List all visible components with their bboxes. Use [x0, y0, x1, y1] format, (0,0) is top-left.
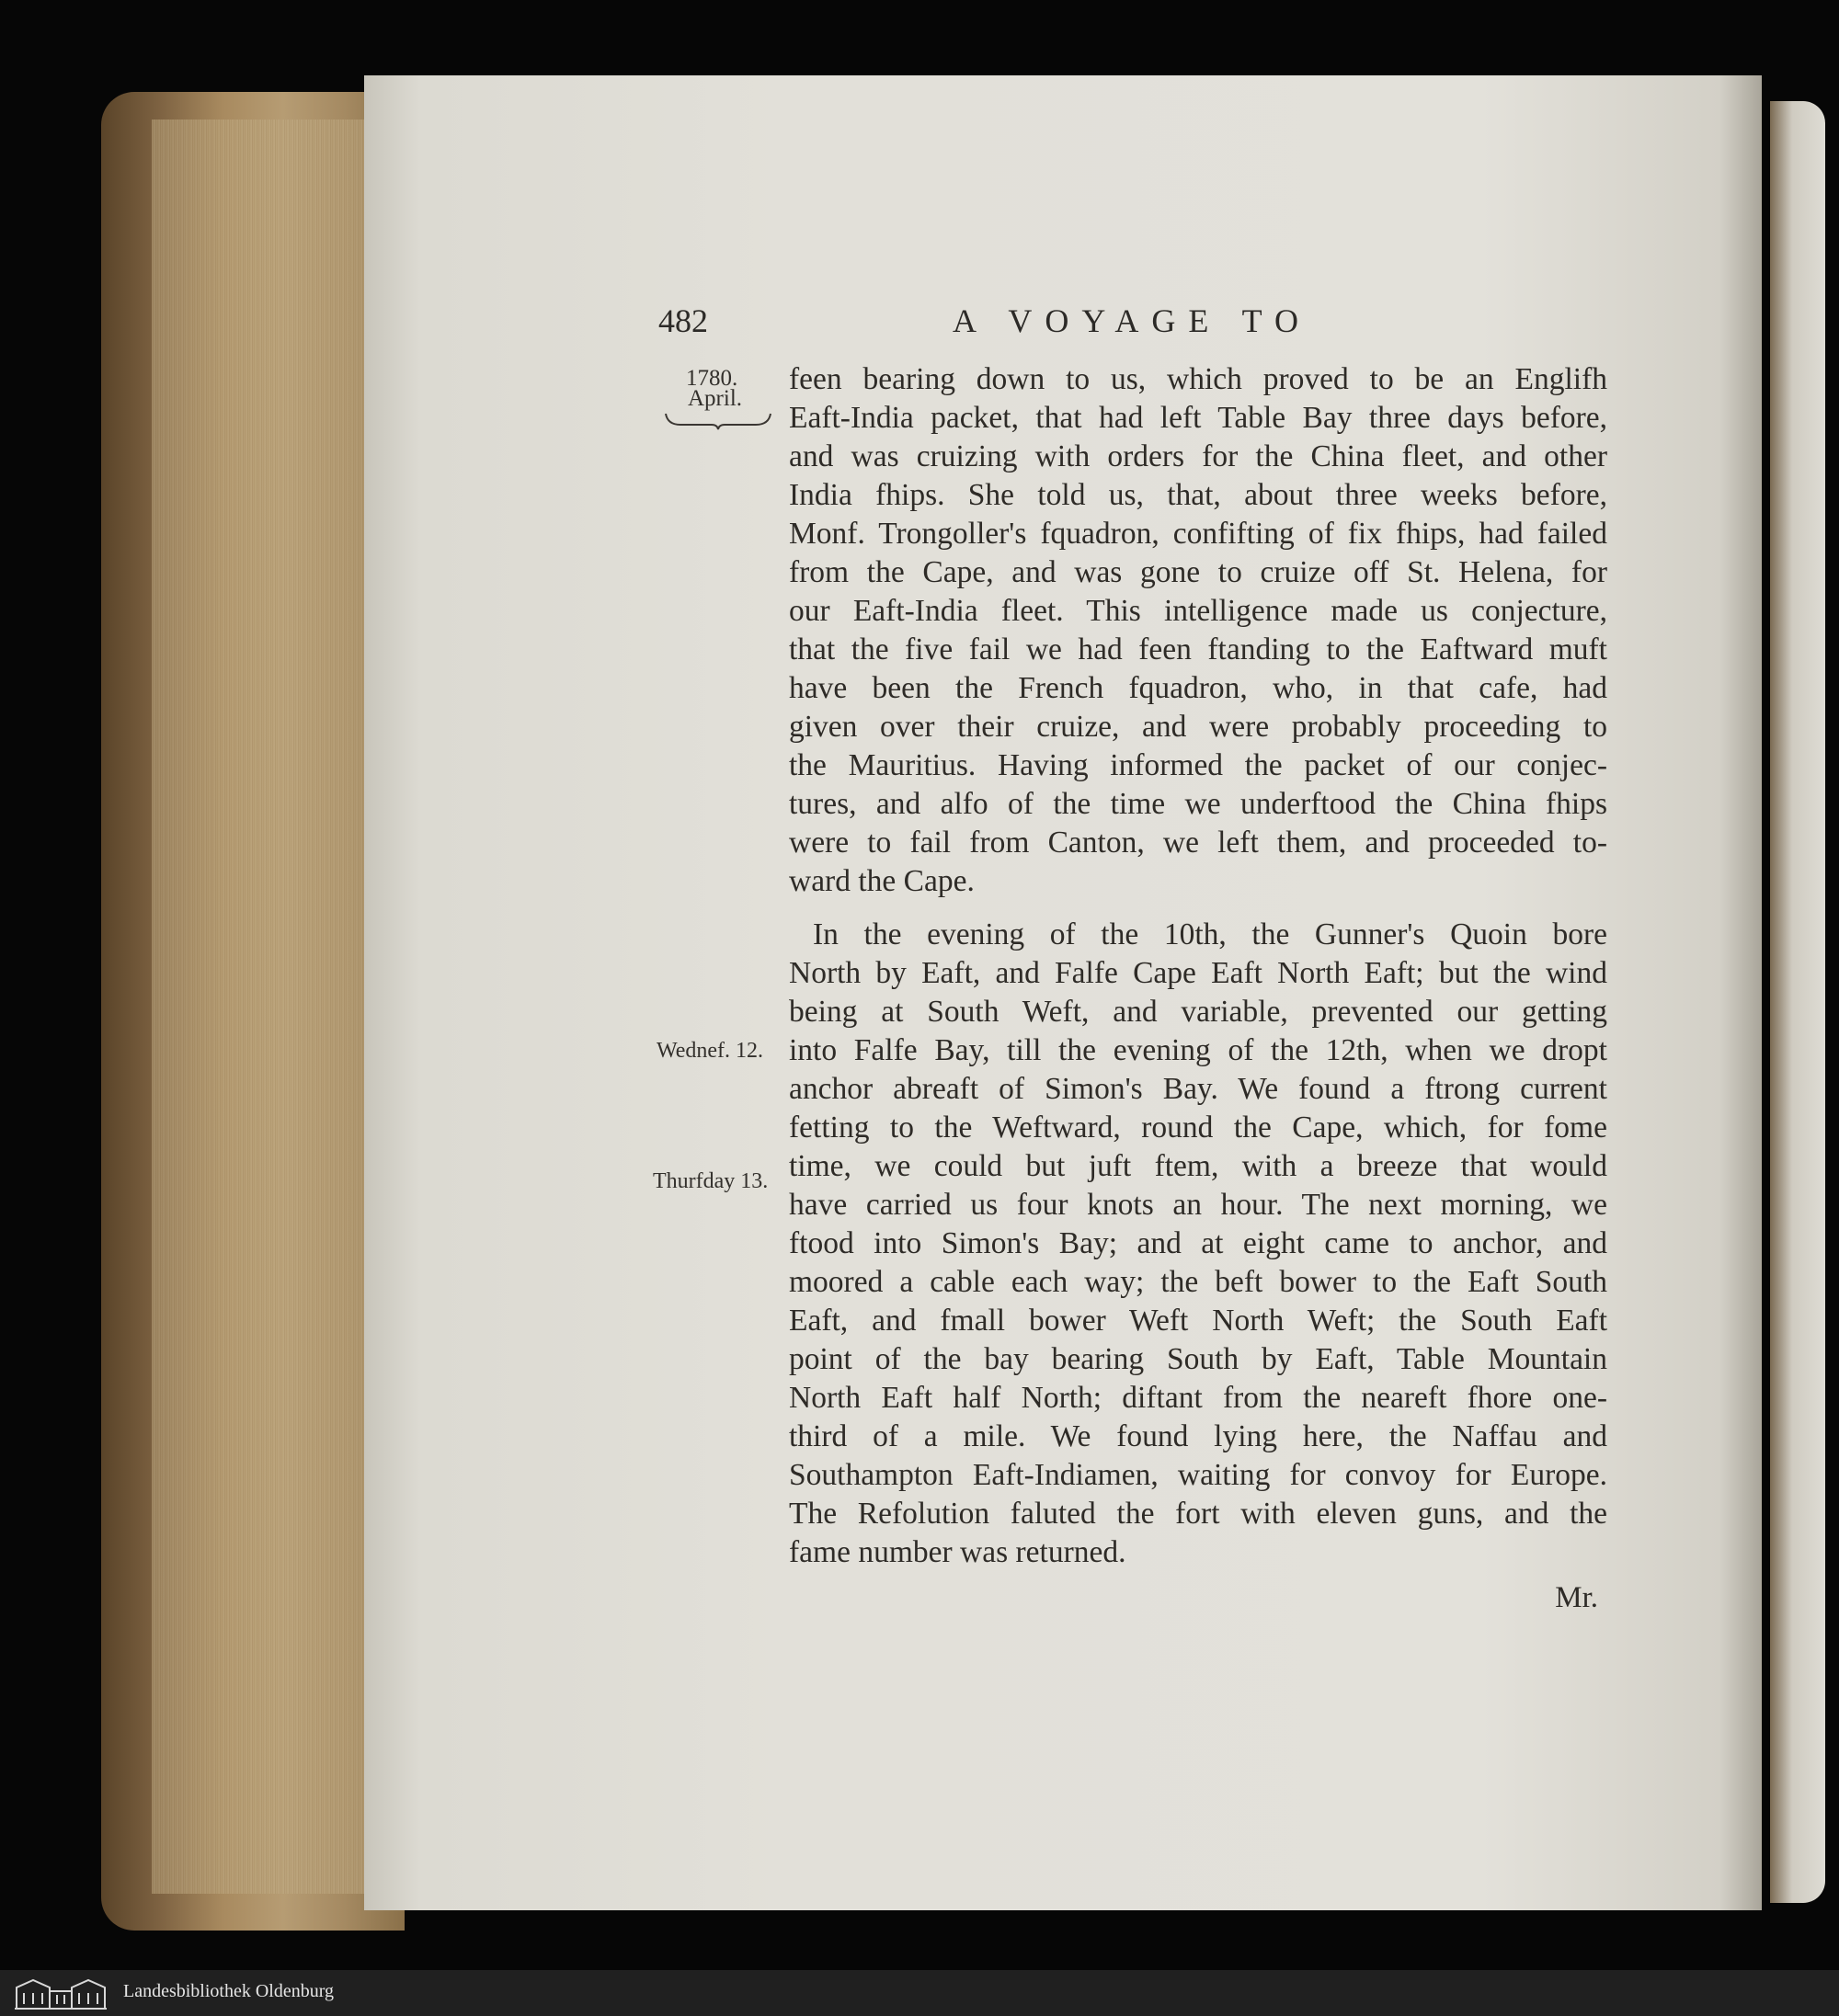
margin-note-wednesday: Wednef. 12. [657, 1039, 764, 1063]
text-line: into Falfe Bay, till the evening of the 12th, when we dropt [789, 1033, 1607, 1067]
text-line: Southampton Eaft-Indiamen, waiting for convoy for Europe. [789, 1458, 1607, 1492]
text-line: India fhips. She told us, that, about three weeks before, [789, 478, 1607, 512]
margin-note-month: April. [688, 386, 743, 411]
paragraph-gap [789, 901, 1607, 916]
text-line: were to fail from Canton, we left them, and proceeded to- [789, 826, 1607, 860]
margin-brace-icon [664, 412, 772, 430]
catchword: Mr. [1555, 1581, 1598, 1614]
text-line: In the evening of the 10th, the Gunner's Quoin bore [813, 917, 1607, 951]
text-line: third of a mile. We found lying here, the Naffau and [789, 1419, 1607, 1453]
text-line: time, we could but juft ftem, with a breeze that would [789, 1149, 1607, 1183]
library-footer [0, 1970, 1839, 2016]
text-line: North by Eaft, and Falfe Cape Eaft North Eaft; but the wind [789, 956, 1607, 990]
margin-note-thursday: Thurfday 13. [653, 1169, 769, 1193]
page-number: 482 [658, 302, 708, 339]
paragraph-2 [789, 916, 1607, 1572]
text-line: point of the bay bearing South by Eaft, Table Mountain [789, 1342, 1607, 1376]
running-head-title: A VOYAGE TO [952, 302, 1312, 339]
text-line: ftood into Simon's Bay; and at eight came to anchor, and [789, 1226, 1607, 1260]
library-name: Landesbibliothek Oldenburg [123, 1981, 335, 2001]
text-line: ward the Cape. [789, 864, 975, 898]
text-line: our Eaft-India fleet. This intelligence made us conjecture, [789, 594, 1607, 628]
facing-page-edge [1770, 101, 1825, 1903]
text-line: North Eaft half North; diftant from the neareft fhore one- [789, 1381, 1607, 1415]
text-line: Eaft, and fmall bower Weft North Weft; the South Eaft [789, 1304, 1607, 1338]
text-line: that the five fail we had feen ftanding to the Eaftward muft [789, 632, 1607, 666]
body-text [789, 360, 1607, 1572]
text-line: from the Cape, and was gone to cruize off St. Helena, for [789, 555, 1607, 589]
text-line: tures, and alfo of the time we underftood the China fhips [789, 787, 1607, 821]
text-line: feen bearing down to us, which proved to be an Englifh [789, 362, 1607, 396]
text-line: The Refolution faluted the fort with eleven guns, and the [789, 1497, 1607, 1531]
page-edges [152, 120, 391, 1894]
text-line: being at South Weft, and variable, prevented our getting [789, 995, 1607, 1029]
paragraph-1 [789, 360, 1607, 901]
text-line: and was cruizing with orders for the China fleet, and other [789, 439, 1607, 473]
text-line: moored a cable each way; the beft bower to the Eaft South [789, 1265, 1607, 1299]
text-line: the Mauritius. Having informed the packet of our conjec- [789, 748, 1607, 782]
text-line: have carried us four knots an hour. The next morning, we [789, 1188, 1607, 1222]
text-line: anchor abreaft of Simon's Bay. We found a ftrong current [789, 1072, 1607, 1106]
text-line: fame number was returned. [789, 1535, 1126, 1569]
margin-note-year: 1780. [686, 366, 738, 391]
text-line: have been the French fquadron, who, in that cafe, had [789, 671, 1607, 705]
text-line: given over their cruize, and were probably proceeding to [789, 710, 1607, 744]
library-building-icon [13, 1975, 109, 2011]
text-line: Monf. Trongoller's fquadron, confifting of fix fhips, had failed [789, 517, 1607, 551]
text-line: fetting to the Weftward, round the Cape, which, for fome [789, 1111, 1607, 1145]
running-head [658, 302, 1605, 357]
text-line: Eaft-India packet, that had left Table Bay three days before, [789, 401, 1607, 435]
